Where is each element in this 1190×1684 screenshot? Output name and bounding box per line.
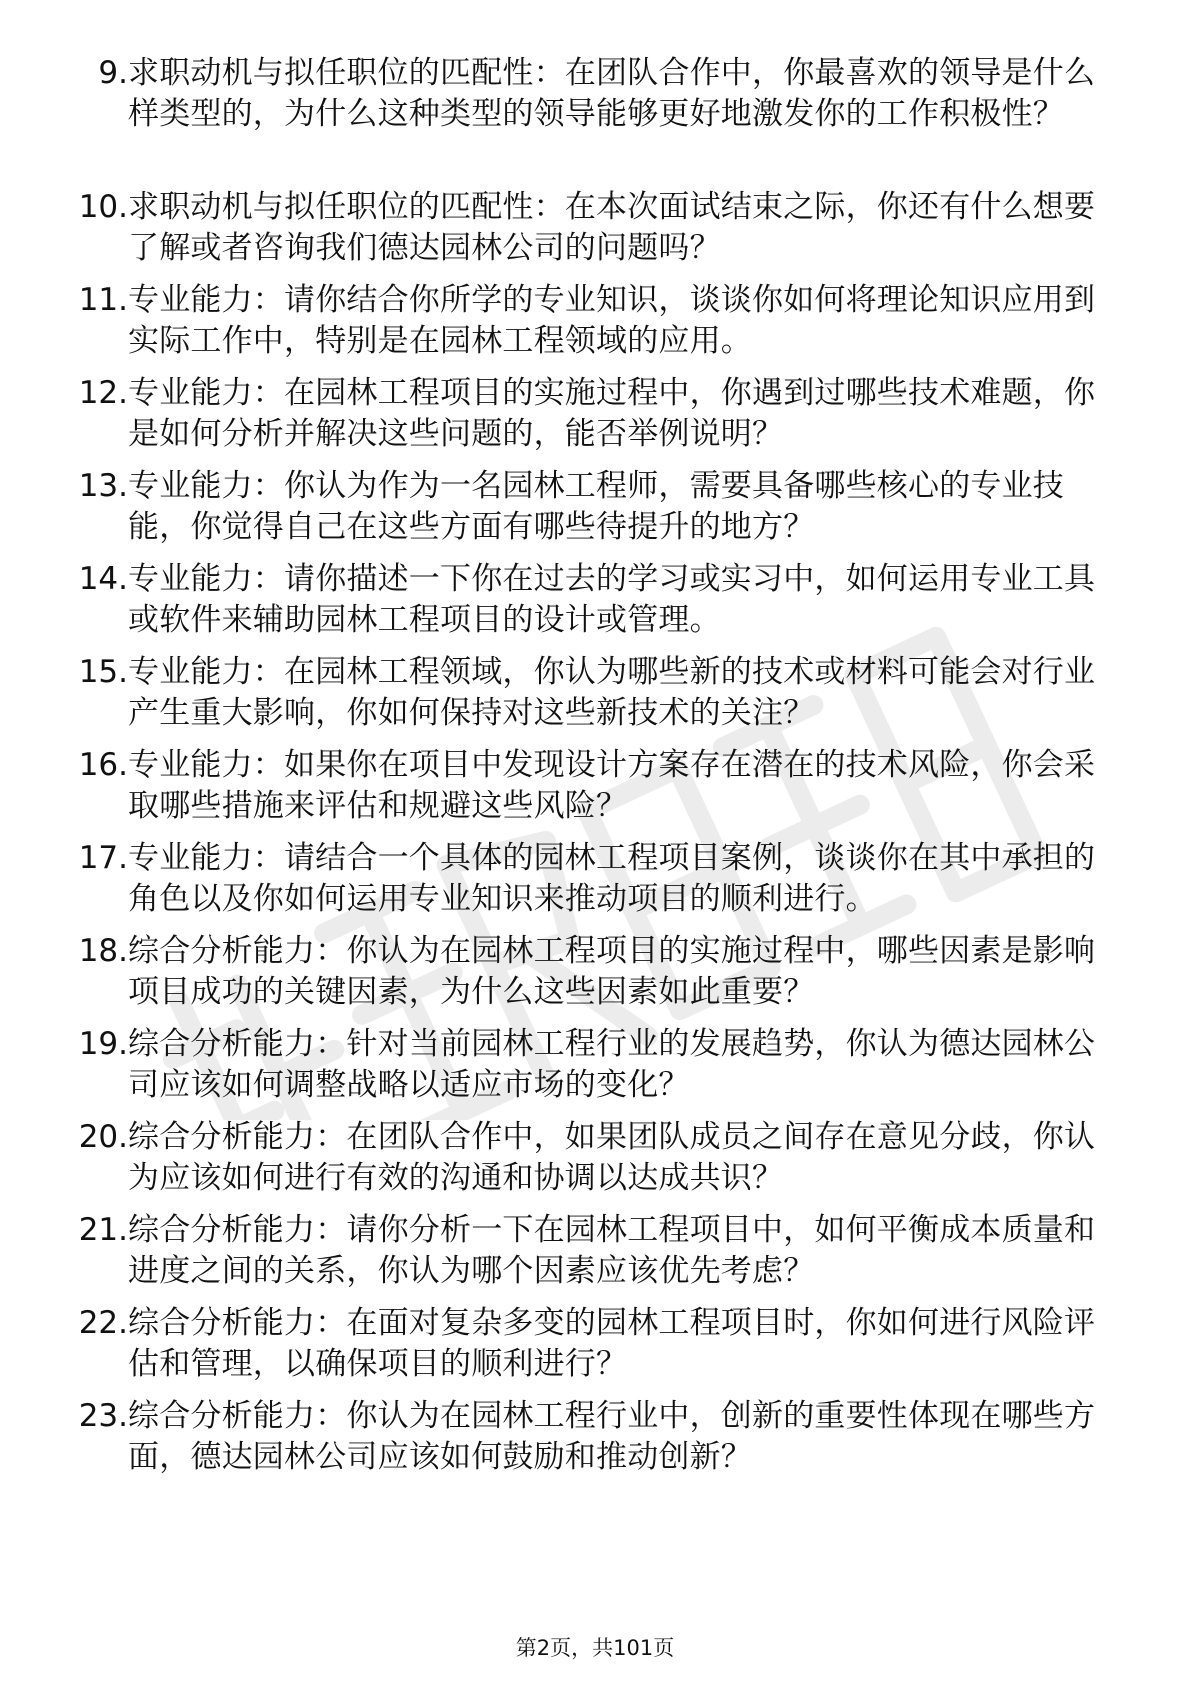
question-number: 11.: [78, 282, 128, 318]
question-number: 9.: [98, 55, 128, 91]
list-item: [0, 1303, 1190, 1395]
question-text: 综合分析能力：在团队合作中，如果团队成员之间存在意见分歧，你认为应该如何进行有效的沟通和协调以达成共识？: [128, 1119, 1096, 1196]
question-text: 专业能力：你认为作为一名园林工程师，需要具备哪些核心的专业技能，你觉得自己在这些方面有哪些待提升的地方？: [128, 468, 1064, 545]
list-item: [0, 466, 1190, 558]
question-number: 12.: [78, 375, 128, 411]
list-item: [0, 559, 1190, 651]
question-text: 求职动机与拟任职位的匹配性：在团队合作中，你最喜欢的领导是什么样类型的，为什么这种类型的领导能够更好地激发你的工作积极性？: [128, 55, 1096, 132]
question-text: 求职动机与拟任职位的匹配性：在本次面试结束之际，你还有什么想要了解或者咨询我们德达园林公司的问题吗？: [128, 189, 1096, 266]
question-text: 综合分析能力：你认为在园林工程行业中，创新的重要性体现在哪些方面，德达园林公司应该如何鼓励和推动创新？: [128, 1398, 1096, 1475]
list-item: [0, 838, 1190, 930]
question-number: 16.: [78, 747, 128, 783]
question-number: 15.: [78, 654, 128, 690]
list-item: [0, 187, 1190, 279]
list-item: [0, 745, 1190, 837]
list-item: [0, 1024, 1190, 1116]
list-item: [0, 280, 1190, 372]
question-text: 专业能力：在园林工程领域，你认为哪些新的技术或材料可能会对行业产生重大影响，你如何保持对这些新技术的关注？: [128, 654, 1096, 731]
question-number: 14.: [78, 561, 128, 597]
page-number: 第2页，共101页: [515, 1636, 675, 1660]
question-text: 专业能力：请你结合你所学的专业知识，谈谈你如何将理论知识应用到实际工作中，特别是在园林工程领域的应用。: [128, 282, 1096, 359]
question-number: 17.: [78, 840, 128, 876]
question-text: 综合分析能力：在面对复杂多变的园林工程项目时，你如何进行风险评估和管理，以确保项目的顺利进行？: [128, 1305, 1096, 1382]
question-number: 10.: [78, 189, 128, 225]
list-item: [0, 931, 1190, 1023]
list-item: [0, 373, 1190, 465]
question-number: 23.: [78, 1398, 128, 1434]
question-number: 18.: [78, 933, 128, 969]
list-item: [0, 1396, 1190, 1488]
question-text: 综合分析能力：你认为在园林工程项目的实施过程中，哪些因素是影响项目成功的关键因素，为什么这些因素如此重要？: [128, 933, 1096, 1010]
list-item: [0, 1210, 1190, 1302]
question-text: 专业能力：如果你在项目中发现设计方案存在潜在的技术风险，你会采取哪些措施来评估和规避这些风险？: [128, 747, 1096, 824]
question-text: 专业能力：请结合一个具体的园林工程项目案例，谈谈你在其中承担的角色以及你如何运用专业知识来推动项目的顺利进行。: [128, 840, 1096, 917]
question-number: 13.: [78, 468, 128, 504]
question-text: 专业能力：在园林工程项目的实施过程中，你遇到过哪些技术难题，你是如何分析并解决这些问题的，能否举例说明？: [128, 375, 1096, 452]
question-number: 22.: [78, 1305, 128, 1341]
list-item: [0, 1117, 1190, 1209]
question-number: 20.: [78, 1119, 128, 1155]
question-text: 综合分析能力：针对当前园林工程行业的发展趋势，你认为德达园林公司应该如何调整战略以适应市场的变化？: [128, 1026, 1096, 1103]
list-item: [0, 652, 1190, 744]
question-number: 19.: [78, 1026, 128, 1062]
question-number: 21.: [78, 1212, 128, 1248]
list-item: [0, 53, 1190, 145]
question-text: 专业能力：请你描述一下你在过去的学习或实习中，如何运用专业工具或软件来辅助园林工程项目的设计或管理。: [128, 561, 1096, 638]
question-text: 综合分析能力：请你分析一下在园林工程项目中，如何平衡成本质量和进度之间的关系，你认为哪个因素应该优先考虑？: [128, 1212, 1096, 1289]
